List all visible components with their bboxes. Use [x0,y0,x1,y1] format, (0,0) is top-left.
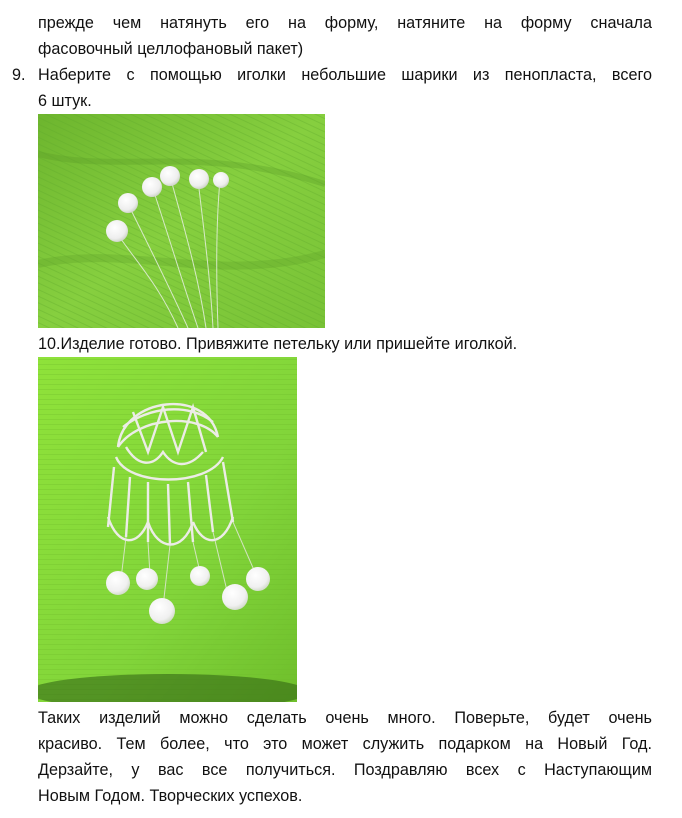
closing-line-3: Дерзайте, у вас все получиться. Поздравляю всех с Наступающим [38,761,652,779]
foam-balls-photo [38,114,325,328]
closing-line-1: Таких изделий можно сделать очень много. Поверьте, будет очень [38,709,652,727]
step-9-line-2: 6 штук. [38,92,92,110]
closing-line-4: Новым Годом. Творческих успехов. [38,787,303,805]
intro-line-1: прежде чем натянуть его на форму, натяните на форму сначала [38,14,652,32]
closing-line-2: красиво. Тем более, что это может служить подарком на Новый Год. [38,735,652,753]
intro-line-2: фасовочный целлофановый пакет) [38,40,304,58]
step-10-text: 10.Изделие готово. Привяжите петельку или пришейте иголкой. [38,335,518,353]
finished-ornament-photo [38,357,297,702]
step-9-number: 9. [12,66,26,84]
step-9-line-1: Наберите с помощью иголки небольшие шарики из пенопласта, всего [38,66,652,84]
